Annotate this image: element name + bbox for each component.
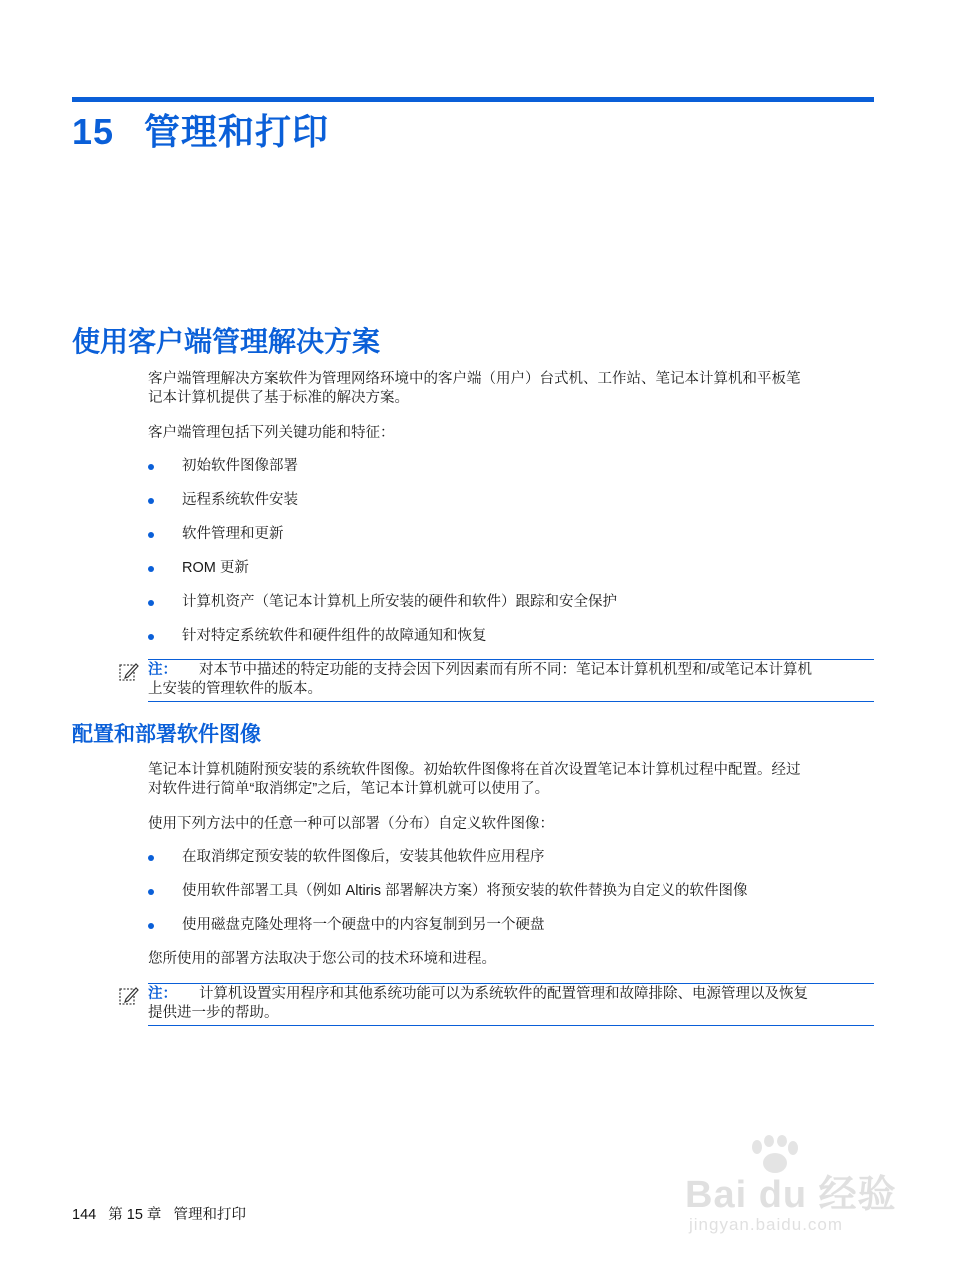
bullet-dot-icon	[148, 889, 154, 895]
footer-title: 管理和打印	[173, 1207, 246, 1223]
list-item-text: ROM 更新	[182, 560, 249, 576]
note-text-line2: 提供进一步的帮助。	[148, 1005, 279, 1021]
list-item-text: 针对特定系统软件和硬件组件的故障通知和恢复	[182, 628, 487, 644]
note-label: 注：	[148, 662, 177, 678]
list-item-text: 计算机资产（笔记本计算机上所安装的硬件和软件）跟踪和安全保护	[182, 594, 617, 610]
bullet-dot-icon	[148, 855, 154, 861]
section2-methods-intro: 使用下列方法中的任意一种可以部署（分布）自定义软件图像：	[148, 816, 554, 832]
footer-chapter: 第 15 章	[108, 1207, 162, 1223]
bullet-dot-icon	[148, 498, 154, 504]
chapter-top-rule	[72, 97, 874, 102]
section2-intro	[148, 761, 874, 799]
section1-intro-line2: 记本计算机提供了基于标准的解决方案。	[148, 390, 409, 406]
page-footer	[72, 1203, 254, 1224]
section2-closing: 您所使用的部署方法取决于您公司的技术环境和进程。	[148, 951, 496, 967]
bullet-dot-icon	[148, 566, 154, 572]
chapter-title	[72, 104, 329, 155]
watermark-brand: Bai du 经验	[685, 1174, 897, 1216]
list-item-text: 使用软件部署工具（例如 Altiris 部署解决方案）将预安装的软件替换为自定义的软件图像	[182, 883, 748, 899]
note-box-section1	[148, 659, 874, 702]
chapter-number: 15	[72, 111, 115, 152]
baidu-jingyan-watermark	[685, 1135, 905, 1245]
bullet-dot-icon	[148, 923, 154, 929]
note-pencil-icon	[118, 985, 140, 1007]
list-item-text: 软件管理和更新	[182, 526, 284, 542]
section1-features-intro: 客户端管理包括下列关键功能和特征：	[148, 425, 395, 441]
note-box-section2	[148, 983, 874, 1026]
list-item-text: 在取消绑定预安装的软件图像后，安装其他软件应用程序	[182, 849, 545, 865]
section-heading-client-management: 使用客户端管理解决方案	[72, 326, 381, 357]
bullet-dot-icon	[148, 600, 154, 606]
bullet-dot-icon	[148, 532, 154, 538]
note-pencil-icon	[118, 661, 140, 683]
note-label: 注：	[148, 986, 177, 1002]
list-item-text: 初始软件图像部署	[182, 458, 298, 474]
section2-intro-line2: 对软件进行简单“取消绑定”之后，笔记本计算机就可以使用了。	[148, 781, 550, 797]
bullet-dot-icon	[148, 634, 154, 640]
note-text-line1: 对本节中描述的特定功能的支持会因下列因素而有所不同：笔记本计算机机型和/或笔记本计算机	[199, 662, 813, 678]
section2-intro-line1: 笔记本计算机随附预安装的系统软件图像。初始软件图像将在首次设置笔记本计算机过程中配置。经过	[148, 762, 801, 778]
section1-intro	[148, 370, 874, 408]
section1-intro-line1: 客户端管理解决方案软件为管理网络环境中的客户端（用户）台式机、工作站、笔记本计算机和平板笔	[148, 371, 801, 387]
bullet-dot-icon	[148, 464, 154, 470]
list-item-text: 使用磁盘克隆处理将一个硬盘中的内容复制到另一个硬盘	[182, 917, 545, 933]
footer-page-number: 144	[72, 1207, 97, 1223]
list-item-text: 远程系统软件安装	[182, 492, 298, 508]
note-text-line1: 计算机设置实用程序和其他系统功能可以为系统软件的配置管理和故障排除、电源管理以及恢复	[199, 986, 808, 1002]
watermark-url: jingyan.baidu.com	[689, 1215, 844, 1234]
chapter-title-text: 管理和打印	[144, 111, 330, 152]
note-text-line2: 上安装的管理软件的版本。	[148, 681, 322, 697]
section-heading-deploy-images: 配置和部署软件图像	[72, 723, 261, 746]
